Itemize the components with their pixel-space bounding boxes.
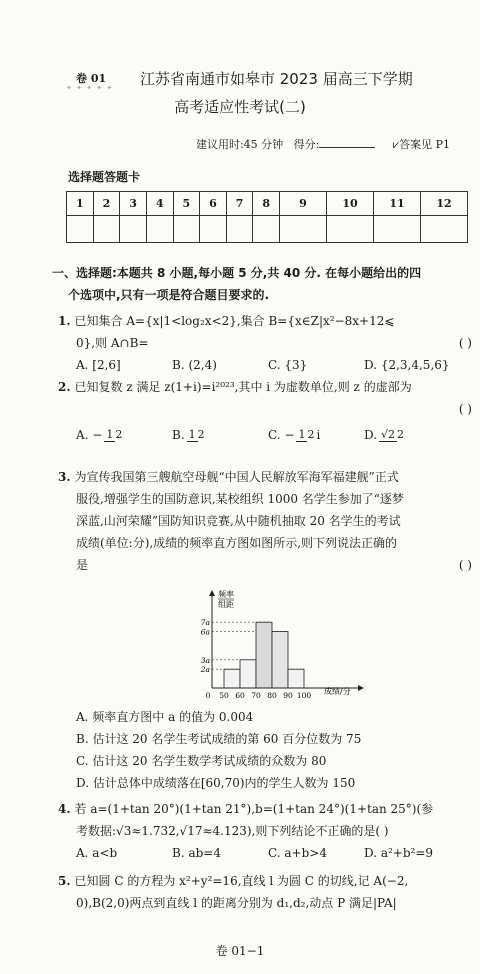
y-label-top: 频率	[218, 590, 234, 599]
fraction	[187, 429, 205, 442]
section-heading-line1: 一、选择题:本题共 8 小题,每小题 5 分,共 40 分. 在每小题给出的四	[52, 266, 422, 280]
answer-card-blank-row	[67, 216, 468, 243]
option-d: D. 估计总体中成绩落在[60,70)内的学生人数为 150	[76, 776, 356, 790]
histogram-bars	[224, 622, 304, 688]
answer-cell[interactable]	[173, 216, 200, 243]
question-text: 已知复数 z 满足 z(1+i)=i²⁰²³,其中 i 为虚数单位,则 z 的虚部为	[74, 380, 412, 394]
numerator: 1	[106, 428, 114, 441]
option-b: B. (2,4)	[172, 358, 217, 372]
histogram-bar	[256, 622, 272, 688]
y-tick-label: 2a	[200, 665, 210, 675]
x-tick-label: 0	[205, 691, 211, 700]
option-c: C. 估计这 20 名学生数学考试成绩的众数为 80	[76, 754, 327, 768]
numerator: 1	[188, 428, 196, 441]
fraction	[104, 429, 122, 442]
option-d: D. {2,3,4,5,6}	[364, 358, 450, 372]
answer-reference: ⩗答案见 P1	[392, 138, 450, 151]
page-footer: 卷 01−1	[215, 944, 265, 958]
section-heading	[52, 262, 472, 306]
question-3-options	[58, 706, 472, 794]
y-tick-label: 6a	[200, 627, 210, 637]
histogram-bar	[224, 669, 240, 688]
numerator: 1	[298, 428, 306, 441]
time-label: 建议用时:45 分钟	[195, 138, 284, 151]
answer-cell[interactable]	[226, 216, 253, 243]
x-tick-label: 80	[267, 691, 277, 700]
question-number: 5.	[58, 874, 71, 888]
frequency-histogram	[196, 588, 376, 700]
question-text: 若 a=(1+tan 20°)(1+tan 21°),b=(1+tan 24°)(1+tan 25°)(参	[74, 802, 434, 816]
y-tick-label: 7a	[200, 618, 210, 628]
question-3	[58, 466, 472, 576]
answer-cell[interactable]	[200, 216, 227, 243]
question-text: 成绩(单位:分),成绩的频率直方图如图所示,则下列说法正确的	[76, 536, 398, 550]
card-num: 4	[146, 192, 173, 216]
answer-cell[interactable]	[93, 216, 120, 243]
histogram-bar	[288, 669, 304, 688]
fraction	[296, 429, 314, 442]
question-4	[58, 798, 472, 864]
answer-card-title: 选择题答题卡	[68, 170, 141, 184]
question-5	[58, 870, 472, 914]
option-d	[364, 428, 406, 442]
answer-cell[interactable]	[67, 216, 94, 243]
card-num: 10	[327, 192, 374, 216]
option-b: B. ab=4	[172, 846, 221, 860]
option-a	[76, 428, 172, 442]
question-text: 0),B(2,0)两点到直线 l 的距离分别为 d₁,d₂,动点 P 满足|PA|	[76, 896, 397, 910]
x-tick-labels	[206, 691, 312, 700]
meta-line	[196, 136, 450, 152]
question-number: 3.	[58, 470, 71, 484]
y-label-bottom: 组距	[218, 600, 234, 609]
x-axis-label: 成绩/分	[324, 687, 351, 696]
numerator: √2	[381, 428, 396, 441]
page-title-line2: 高考适应性考试(二)	[174, 98, 306, 116]
answer-card-table	[66, 191, 468, 243]
score-label: 得分:	[293, 138, 320, 151]
y-tick-labels	[200, 618, 210, 674]
answer-paren: ( )	[458, 558, 472, 572]
card-num: 11	[374, 192, 421, 216]
answer-cell[interactable]	[421, 216, 468, 243]
answer-cell[interactable]	[253, 216, 280, 243]
option-c	[268, 428, 364, 442]
card-num: 8	[253, 192, 280, 216]
question-2	[58, 376, 472, 442]
x-tick-label: 50	[219, 691, 229, 700]
option-b-prefix: B.	[172, 428, 185, 442]
card-num: 12	[421, 192, 468, 216]
option-a: A. a<b	[76, 846, 118, 860]
option-d: D. a²+b²=9	[364, 846, 434, 860]
option-d-prefix: D.	[364, 428, 378, 442]
option-b	[172, 428, 268, 442]
card-num: 9	[280, 192, 327, 216]
card-num: 6	[200, 192, 227, 216]
option-b: B. 估计这 20 名学生考试成绩的第 60 百分位数为 75	[76, 732, 362, 746]
denominator: 2	[307, 428, 315, 441]
denominator: 2	[197, 428, 205, 441]
option-c-prefix: C. −	[268, 428, 295, 442]
option-a: A. [2,6]	[76, 358, 121, 372]
option-c: C. a+b>4	[268, 846, 327, 860]
question-number: 1.	[58, 314, 71, 328]
card-num: 1	[67, 192, 94, 216]
question-text: 考数据:√3≈1.732,√17≈4.123),则下列结论不正确的是( )	[76, 824, 389, 838]
answer-cell[interactable]	[374, 216, 421, 243]
answer-card-number-row	[67, 192, 468, 216]
answer-cell[interactable]	[280, 216, 327, 243]
card-num: 7	[226, 192, 253, 216]
y-tick-label: 3a	[200, 655, 210, 665]
question-number: 4.	[58, 802, 71, 816]
question-number: 2.	[58, 380, 71, 394]
x-tick-label: 90	[283, 691, 293, 700]
score-blank	[319, 137, 375, 148]
denominator: 2	[397, 428, 405, 441]
question-text: 为宣传我国第三艘航空母舰“中国人民解放军海军福建舰”正式	[74, 470, 399, 484]
card-num: 3	[120, 192, 147, 216]
x-axis-arrow	[358, 685, 364, 691]
option-a: A. 频率直方图中 a 的值为 0.004	[76, 710, 254, 724]
denominator: 2	[115, 428, 123, 441]
question-text: 深蓝,山河荣耀”国防知识竞赛,从中随机抽取 20 名学生的考试	[76, 514, 401, 528]
page-title-line1: 江苏省南通市如皋市 2023 届高三下学期	[140, 70, 413, 88]
question-text: 已知圆 C 的方程为 x²+y²=16,直线 l 为圆 C 的切线,记 A(−2,	[74, 874, 409, 888]
answer-paren: ( )	[458, 402, 472, 416]
answer-cell[interactable]	[120, 216, 147, 243]
answer-cell[interactable]	[327, 216, 374, 243]
card-num: 2	[93, 192, 120, 216]
answer-cell[interactable]	[146, 216, 173, 243]
option-c: C. {3}	[268, 358, 308, 372]
answer-paren: ( )	[458, 336, 472, 350]
question-text: 服役,增强学生的国防意识,某校组织 1000 名学生参加了“逐梦	[76, 492, 404, 506]
x-tick-label: 60	[235, 691, 245, 700]
option-c-suffix: i	[316, 428, 321, 442]
question-text: 是	[76, 558, 89, 572]
histogram-bar	[240, 660, 256, 688]
histogram-bar	[272, 632, 288, 688]
fraction	[379, 429, 404, 442]
question-text: 0},则 A∩B=	[76, 336, 149, 350]
question-1	[58, 310, 472, 376]
y-axis-arrow	[209, 590, 215, 596]
x-tick-label: 70	[251, 691, 261, 700]
card-num: 5	[173, 192, 200, 216]
paper-tag: 卷 01	[76, 72, 107, 85]
x-tick-label: 100	[296, 691, 312, 700]
question-text: 已知集合 A={x|1<log₂x<2},集合 B={x∈Z|x²−8x+12⩽	[74, 314, 395, 328]
section-heading-line2: 个选项中,只有一项是符合题目要求的.	[68, 288, 270, 302]
option-a-prefix: A. −	[76, 428, 103, 442]
decorative-dots: ✦ ✦ ✦ ✦ ✦	[66, 84, 114, 92]
